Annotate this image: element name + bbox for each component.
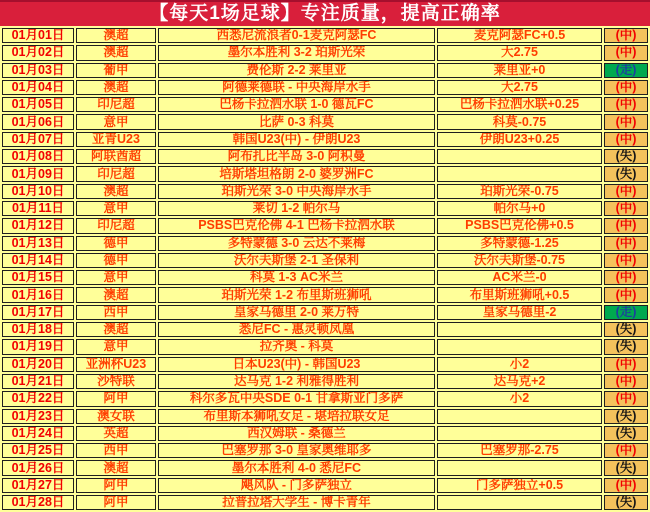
date-cell: 01月19日 [2, 339, 74, 354]
table-row [2, 409, 648, 424]
result-cell: (失) [604, 166, 648, 181]
league-cell: 澳超 [76, 45, 156, 60]
results-table-body [2, 28, 648, 510]
league-cell: 澳超 [76, 184, 156, 199]
table-row [2, 270, 648, 285]
league-cell: 亚青U23 [76, 132, 156, 147]
pick-cell: AC米兰-0 [437, 270, 602, 285]
table-row [2, 149, 648, 164]
pick-cell: 珀斯光荣-0.75 [437, 184, 602, 199]
table-row [2, 357, 648, 372]
result-cell: (失) [604, 339, 648, 354]
pick-cell: 多特蒙德-1.25 [437, 236, 602, 251]
pick-cell [437, 149, 602, 164]
pick-cell: 莱里亚+0 [437, 63, 602, 78]
result-cell: (中) [604, 478, 648, 493]
table-row [2, 63, 648, 78]
match-cell: 阿德莱德联 - 中央海岸水手 [158, 80, 435, 95]
result-cell: (中) [604, 80, 648, 95]
pick-cell: 伊朗U23+0.25 [437, 132, 602, 147]
date-cell: 01月16日 [2, 287, 74, 302]
match-cell: 达马克 1-2 利雅得胜利 [158, 374, 435, 389]
date-cell: 01月11日 [2, 201, 74, 216]
result-cell: (中) [604, 218, 648, 233]
table-row [2, 218, 648, 233]
league-cell: 德甲 [76, 236, 156, 251]
table-row [2, 495, 648, 510]
date-cell: 01月17日 [2, 305, 74, 320]
table-row [2, 322, 648, 337]
date-cell: 01月24日 [2, 426, 74, 441]
match-cell: 科尔多瓦中央SDE 0-1 甘拿斯亚门多萨 [158, 391, 435, 406]
date-cell: 01月10日 [2, 184, 74, 199]
table-row [2, 426, 648, 441]
table-row [2, 45, 648, 60]
league-cell: 澳超 [76, 28, 156, 43]
result-cell: (失) [604, 149, 648, 164]
date-cell: 01月14日 [2, 253, 74, 268]
match-cell: 沃尔夫斯堡 2-1 圣保利 [158, 253, 435, 268]
pick-cell [437, 322, 602, 337]
pick-cell: 达马克+2 [437, 374, 602, 389]
pick-cell: 麦克阿瑟FC+0.5 [437, 28, 602, 43]
pick-cell [437, 495, 602, 510]
league-cell: 澳超 [76, 322, 156, 337]
result-cell: (失) [604, 460, 648, 475]
table-row [2, 132, 648, 147]
date-cell: 01月18日 [2, 322, 74, 337]
table-row [2, 97, 648, 112]
result-cell: (中) [604, 391, 648, 406]
match-cell: 珀斯光荣 1-2 布里斯班狮吼 [158, 287, 435, 302]
pick-cell: 布里斯班狮吼+0.5 [437, 287, 602, 302]
date-cell: 01月06日 [2, 114, 74, 129]
result-cell: (中) [604, 236, 648, 251]
match-cell: 科莫 1-3 AC米兰 [158, 270, 435, 285]
pick-cell [437, 166, 602, 181]
pick-cell [437, 409, 602, 424]
league-cell: 印尼超 [76, 218, 156, 233]
date-cell: 01月27日 [2, 478, 74, 493]
league-cell: 意甲 [76, 339, 156, 354]
table-row [2, 287, 648, 302]
result-cell: (中) [604, 45, 648, 60]
league-cell: 印尼超 [76, 97, 156, 112]
pick-cell: 沃尔夫斯堡-0.75 [437, 253, 602, 268]
date-cell: 01月28日 [2, 495, 74, 510]
date-cell: 01月09日 [2, 166, 74, 181]
date-cell: 01月21日 [2, 374, 74, 389]
date-cell: 01月02日 [2, 45, 74, 60]
table-row [2, 114, 648, 129]
match-cell: 韩国U23(中) - 伊朗U23 [158, 132, 435, 147]
league-cell: 印尼超 [76, 166, 156, 181]
match-cell: 墨尔本胜利 3-2 珀斯光荣 [158, 45, 435, 60]
result-cell: (中) [604, 201, 648, 216]
match-cell: 阿布扎比半岛 3-0 阿积曼 [158, 149, 435, 164]
result-cell: (中) [604, 132, 648, 147]
pick-cell: 小2 [437, 357, 602, 372]
date-cell: 01月22日 [2, 391, 74, 406]
match-cell: 悉尼FC - 惠灵顿凤凰 [158, 322, 435, 337]
result-cell: (失) [604, 409, 648, 424]
result-cell: (走) [604, 63, 648, 78]
match-cell: 拉齐奥 - 科莫 [158, 339, 435, 354]
league-cell: 亚洲杯U23 [76, 357, 156, 372]
table-row [2, 80, 648, 95]
table-row [2, 478, 648, 493]
table-row [2, 236, 648, 251]
match-cell: 比萨 0-3 科莫 [158, 114, 435, 129]
pick-cell: 科莫-0.75 [437, 114, 602, 129]
league-cell: 澳女联 [76, 409, 156, 424]
result-cell: (走) [604, 305, 648, 320]
pick-cell: 大2.75 [437, 80, 602, 95]
pick-cell: 帕尔马+0 [437, 201, 602, 216]
match-cell: 费伦斯 2-2 莱里亚 [158, 63, 435, 78]
result-cell: (中) [604, 287, 648, 302]
pick-cell: 巴杨卡拉泗水联+0.25 [437, 97, 602, 112]
date-cell: 01月03日 [2, 63, 74, 78]
league-cell: 意甲 [76, 114, 156, 129]
league-cell: 阿联酋超 [76, 149, 156, 164]
match-cell: 培斯塔坦格朗 2-0 婆罗洲FC [158, 166, 435, 181]
date-cell: 01月01日 [2, 28, 74, 43]
pick-cell: 大2.75 [437, 45, 602, 60]
result-cell: (失) [604, 426, 648, 441]
date-cell: 01月26日 [2, 460, 74, 475]
result-cell: (中) [604, 28, 648, 43]
result-cell: (中) [604, 270, 648, 285]
table-row [2, 339, 648, 354]
league-cell: 德甲 [76, 253, 156, 268]
league-cell: 阿甲 [76, 478, 156, 493]
league-cell: 意甲 [76, 201, 156, 216]
date-cell: 01月12日 [2, 218, 74, 233]
pick-cell [437, 460, 602, 475]
match-cell: 墨尔本胜利 4-0 悉尼FC [158, 460, 435, 475]
league-cell: 澳超 [76, 287, 156, 302]
table-row [2, 28, 648, 43]
table-row [2, 460, 648, 475]
match-cell: 西悉尼流浪者0-1麦克阿瑟FC [158, 28, 435, 43]
table-row [2, 201, 648, 216]
result-cell: (中) [604, 114, 648, 129]
league-cell: 英超 [76, 426, 156, 441]
league-cell: 沙特联 [76, 374, 156, 389]
result-cell: (中) [604, 184, 648, 199]
date-cell: 01月08日 [2, 149, 74, 164]
pick-cell: 小2 [437, 391, 602, 406]
date-cell: 01月23日 [2, 409, 74, 424]
league-cell: 葡甲 [76, 63, 156, 78]
match-cell: 西汉姆联 - 桑德兰 [158, 426, 435, 441]
match-cell: 珀斯光荣 3-0 中央海岸水手 [158, 184, 435, 199]
table-row [2, 166, 648, 181]
date-cell: 01月25日 [2, 443, 74, 458]
date-cell: 01月07日 [2, 132, 74, 147]
page-title: 【每天1场足球】专注质量，提高正确率 [0, 0, 650, 26]
league-cell: 澳超 [76, 80, 156, 95]
pick-cell: 巴塞罗那-2.75 [437, 443, 602, 458]
table-row [2, 374, 648, 389]
match-cell: 多特蒙德 3-0 云达不莱梅 [158, 236, 435, 251]
result-cell: (中) [604, 97, 648, 112]
date-cell: 01月20日 [2, 357, 74, 372]
pick-cell: 皇家马德里-2 [437, 305, 602, 320]
match-cell: 飓风队 - 门多萨独立 [158, 478, 435, 493]
table-row [2, 253, 648, 268]
league-cell: 澳超 [76, 460, 156, 475]
match-cell: 皇家马德里 2-0 莱万特 [158, 305, 435, 320]
date-cell: 01月15日 [2, 270, 74, 285]
match-cell: PSBS巴克伦佛 4-1 巴杨卡拉泗水联 [158, 218, 435, 233]
date-cell: 01月04日 [2, 80, 74, 95]
league-cell: 意甲 [76, 270, 156, 285]
date-cell: 01月05日 [2, 97, 74, 112]
table-row [2, 443, 648, 458]
result-cell: (失) [604, 495, 648, 510]
pick-cell [437, 426, 602, 441]
table-row [2, 184, 648, 199]
result-cell: (失) [604, 322, 648, 337]
match-cell: 巴塞罗那 3-0 皇家奥维耶多 [158, 443, 435, 458]
result-cell: (中) [604, 357, 648, 372]
league-cell: 西甲 [76, 443, 156, 458]
match-cell: 日本U23(中) - 韩国U23 [158, 357, 435, 372]
match-cell: 布里斯本狮吼女足 - 堪培拉联女足 [158, 409, 435, 424]
table-row [2, 305, 648, 320]
league-cell: 阿甲 [76, 391, 156, 406]
pick-cell [437, 339, 602, 354]
league-cell: 阿甲 [76, 495, 156, 510]
result-cell: (中) [604, 443, 648, 458]
match-cell: 巴杨卡拉泗水联 1-0 德瓦FC [158, 97, 435, 112]
match-cell: 莱切 1-2 帕尔马 [158, 201, 435, 216]
result-cell: (中) [604, 374, 648, 389]
pick-cell: 门多萨独立+0.5 [437, 478, 602, 493]
table-row [2, 391, 648, 406]
date-cell: 01月13日 [2, 236, 74, 251]
result-cell: (中) [604, 253, 648, 268]
pick-cell: PSBS巴克伦佛+0.5 [437, 218, 602, 233]
results-table [0, 26, 650, 512]
match-cell: 拉普拉塔大学生 - 博卡青年 [158, 495, 435, 510]
league-cell: 西甲 [76, 305, 156, 320]
